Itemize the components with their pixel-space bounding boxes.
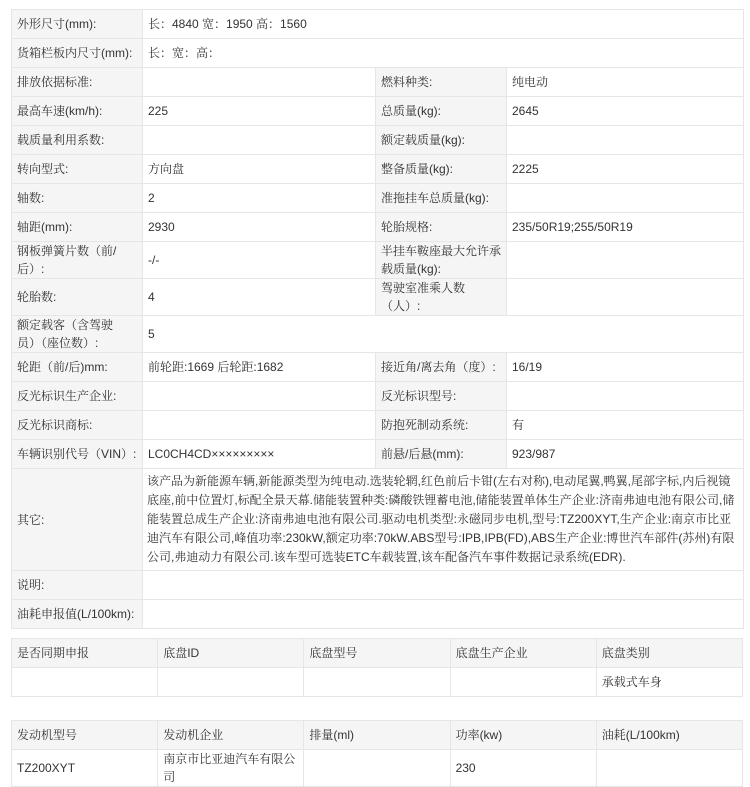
- track-value: 前轮距:1669 后轮距:1682: [143, 353, 376, 382]
- cab-capacity-label: 驾驶室准乘人数（人）:: [376, 279, 507, 316]
- dimensions-value: 长：4840 宽：1950 高：1560: [143, 10, 744, 39]
- load-utilization-value: [143, 126, 376, 155]
- passengers-label: 额定载客（含驾驶员）（座位数）:: [12, 316, 143, 353]
- chassis-header-cell: 底盘型号: [304, 639, 450, 668]
- saddle-load-value: [507, 242, 744, 279]
- spec-row-other: [12, 469, 744, 571]
- axles-value: 2: [143, 184, 376, 213]
- tire-count-label: 轮胎数:: [12, 279, 143, 316]
- fuel-type-label: 燃料种类:: [376, 68, 507, 97]
- reflector-maker-value: [143, 382, 376, 411]
- tire-spec-label: 轮胎规格:: [376, 213, 507, 242]
- fuel-report-label: 油耗申报值(L/100km):: [12, 600, 143, 629]
- reflector-maker-label: 反光标识生产企业:: [12, 382, 143, 411]
- load-utilization-label: 载质量利用系数:: [12, 126, 143, 155]
- spec-row-speed-mass: [12, 97, 744, 126]
- vin-label: 车辆识别代号（VIN）:: [12, 440, 143, 469]
- saddle-load-label: 半挂车鞍座最大允许承载质量(kg):: [376, 242, 507, 279]
- reflector-model-label: 反光标识型号:: [376, 382, 507, 411]
- engine-cell: 230: [450, 750, 596, 787]
- engine-table: [11, 720, 743, 787]
- chassis-cell: [12, 668, 158, 697]
- engine-header-cell: 油耗(L/100km): [596, 721, 742, 750]
- cab-capacity-value: [507, 279, 744, 316]
- spec-row-track: [12, 353, 744, 382]
- chassis-table: [11, 638, 743, 697]
- reflector-model-value: [507, 382, 744, 411]
- max-speed-label: 最高车速(km/h):: [12, 97, 143, 126]
- curb-mass-label: 整备质量(kg):: [376, 155, 507, 184]
- spec-row-cargo: [12, 39, 744, 68]
- engine-cell: 南京市比亚迪汽车有限公司: [158, 750, 304, 787]
- engine-header-cell: 功率(kw): [450, 721, 596, 750]
- chassis-data-row: [12, 668, 743, 697]
- axles-label: 轴数:: [12, 184, 143, 213]
- spec-row-fuel-report: [12, 600, 744, 629]
- engine-header-row: [12, 721, 743, 750]
- engine-data-row: [12, 750, 743, 787]
- passengers-value: 5: [143, 316, 744, 353]
- spec-row-reflector: [12, 382, 744, 411]
- vin-value: LC0CH4CD×××××××××: [143, 440, 376, 469]
- approach-angle-value: 16/19: [507, 353, 744, 382]
- chassis-cell: [304, 668, 450, 697]
- tire-count-value: 4: [143, 279, 376, 316]
- other-label: 其它:: [12, 469, 143, 571]
- other-value: 该产品为新能源车辆,新能源类型为纯电动.选装轮辋,红色前后卡钳(左右对称),电动尾翼,鸭翼,尾部字标,内后视镜底座,前中位置灯,标配全景天幕.储能装置种类:磷酸铁锂蓄电池,储能装置单体生产企业:济南弗迪电池有限公司,储能装置总成生产企业:济南弗迪电池有限公司.驱动电机类型:永磁同步电机,型号:TZ200XYT,生产企业:南京市比亚迪汽车有限公司,峰值功率:230kW,额定功率:70kW.ABS型号:IPB,IPB(FD),ABS生产企业:博世汽车部件(苏州)有限公司,弗迪动力有限公司.该车型可选装ETC车载装置,该车配备汽车事件数据记录系统(EDR).: [143, 469, 744, 571]
- reflector-brand-label: 反光标识商标:: [12, 411, 143, 440]
- engine-header-cell: 发动机型号: [12, 721, 158, 750]
- spec-row-wheelbase: [12, 213, 744, 242]
- trailer-mass-value: [507, 184, 744, 213]
- abs-value: 有: [507, 411, 744, 440]
- chassis-header-cell: 底盘生产企业: [450, 639, 596, 668]
- chassis-cell: [158, 668, 304, 697]
- wheelbase-value: 2930: [143, 213, 376, 242]
- approach-angle-label: 接近角/离去角（度）:: [376, 353, 507, 382]
- engine-header-cell: 发动机企业: [158, 721, 304, 750]
- rated-load-value: [507, 126, 744, 155]
- cargo-size-value: 长：宽：高：: [143, 39, 744, 68]
- spec-row-reflector-brand: [12, 411, 744, 440]
- engine-header-cell: 排量(ml): [304, 721, 450, 750]
- chassis-header-cell: 底盘ID: [158, 639, 304, 668]
- reflector-brand-value: [143, 411, 376, 440]
- overhang-value: 923/987: [507, 440, 744, 469]
- wheelbase-label: 轴距(mm):: [12, 213, 143, 242]
- track-label: 轮距（前/后)mm:: [12, 353, 143, 382]
- chassis-header-row: [12, 639, 743, 668]
- spec-row-note: [12, 571, 744, 600]
- total-mass-value: 2645: [507, 97, 744, 126]
- chassis-cell: 承载式车身: [596, 668, 742, 697]
- spec-row-axles: [12, 184, 744, 213]
- total-mass-label: 总质量(kg):: [376, 97, 507, 126]
- max-speed-value: 225: [143, 97, 376, 126]
- engine-cell: [596, 750, 742, 787]
- chassis-header-cell: 底盘类别: [596, 639, 742, 668]
- rated-load-label: 额定载质量(kg):: [376, 126, 507, 155]
- spec-row-emission-fuel: [12, 68, 744, 97]
- engine-cell: TZ200XYT: [12, 750, 158, 787]
- abs-label: 防抱死制动系统:: [376, 411, 507, 440]
- curb-mass-value: 2225: [507, 155, 744, 184]
- chassis-header-cell: 是否同期申报: [12, 639, 158, 668]
- tire-spec-value: 235/50R19;255/50R19: [507, 213, 744, 242]
- note-label: 说明:: [12, 571, 143, 600]
- cargo-size-label: 货箱栏板内尺寸(mm):: [12, 39, 143, 68]
- emission-standard-label: 排放依据标准:: [12, 68, 143, 97]
- spec-row-passengers: [12, 316, 744, 353]
- engine-cell: [304, 750, 450, 787]
- leaf-spring-label: 钢板弹簧片数（前/后）:: [12, 242, 143, 279]
- spec-row-dimensions: [12, 10, 744, 39]
- dimensions-label: 外形尺寸(mm):: [12, 10, 143, 39]
- leaf-spring-value: -/-: [143, 242, 376, 279]
- vehicle-spec-table: [11, 9, 744, 629]
- steering-label: 转向型式:: [12, 155, 143, 184]
- spec-row-load: [12, 126, 744, 155]
- emission-standard-value: [143, 68, 376, 97]
- chassis-cell: [450, 668, 596, 697]
- spec-row-vin: [12, 440, 744, 469]
- trailer-mass-label: 准拖挂车总质量(kg):: [376, 184, 507, 213]
- overhang-label: 前悬/后悬(mm):: [376, 440, 507, 469]
- spec-row-steering: [12, 155, 744, 184]
- fuel-report-value: [143, 600, 744, 629]
- spec-row-leaf-spring: [12, 242, 744, 279]
- spec-row-tires: [12, 279, 744, 316]
- note-value: [143, 571, 744, 600]
- fuel-type-value: 纯电动: [507, 68, 744, 97]
- steering-value: 方向盘: [143, 155, 376, 184]
